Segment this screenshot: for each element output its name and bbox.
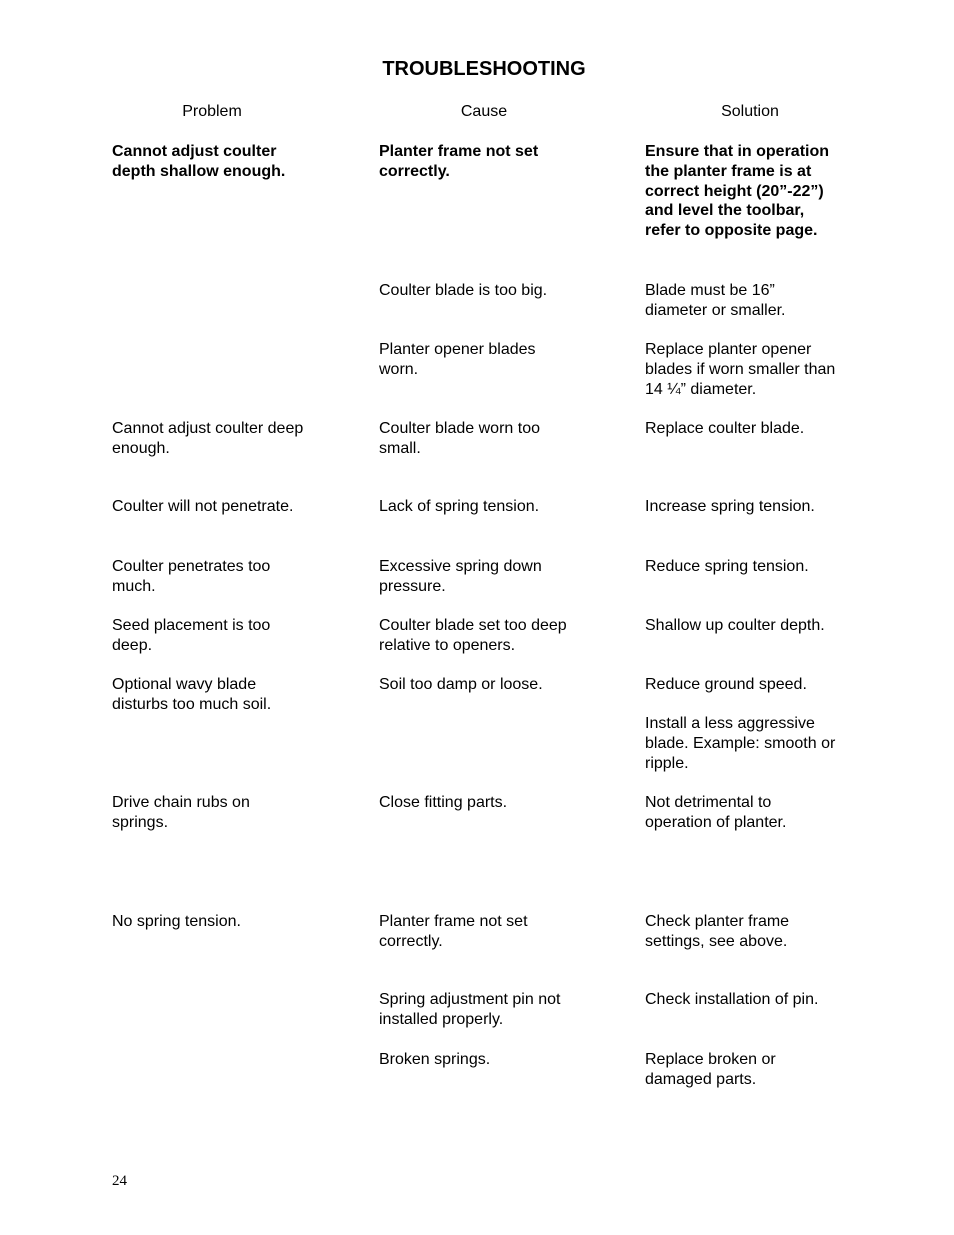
solution-cell: Not detrimental to operation of planter. bbox=[645, 794, 787, 831]
cause-cell: Coulter blade is too big. bbox=[379, 282, 548, 299]
cause-cell: Lack of spring tension. bbox=[379, 498, 540, 515]
cause-cell: Coulter blade worn too small. bbox=[379, 420, 540, 457]
page-title: TROUBLESHOOTING bbox=[382, 58, 586, 80]
problem-cell: Drive chain rubs on springs. bbox=[112, 794, 250, 831]
cause-cell: Planter opener blades worn. bbox=[379, 341, 536, 378]
cause-cell: Planter frame not set correctly. bbox=[379, 913, 528, 950]
problem-cell: Cannot adjust coulter depth shallow enough. bbox=[112, 143, 286, 180]
solution-cell: Replace planter opener blades if worn smaller than 14 ¼” diameter. bbox=[645, 341, 836, 398]
solution-cell: Install a less aggressive blade. Example: smooth or ripple. bbox=[645, 715, 836, 772]
page-number: 24 bbox=[112, 1173, 127, 1189]
solution-cell: Ensure that in operation the planter frame is at correct height (20”-22”) and level the toolbar, refer to opposite page. bbox=[645, 143, 830, 240]
solution-cell: Check planter frame settings, see above. bbox=[645, 913, 790, 950]
header-solution: Solution bbox=[721, 103, 779, 120]
solution-cell: Increase spring tension. bbox=[645, 498, 815, 515]
cause-cell: Planter frame not set correctly. bbox=[379, 143, 539, 180]
solution-cell: Blade must be 16” diameter or smaller. bbox=[645, 282, 786, 319]
solution-cell: Reduce ground speed. bbox=[645, 676, 807, 693]
problem-cell: Seed placement is too deep. bbox=[112, 617, 271, 654]
header-problem: Problem bbox=[182, 103, 242, 120]
cause-cell: Excessive spring down pressure. bbox=[379, 558, 542, 595]
solution-cell: Reduce spring tension. bbox=[645, 558, 809, 575]
cause-cell: Close fitting parts. bbox=[379, 794, 508, 811]
solution-cell: Replace broken or damaged parts. bbox=[645, 1051, 776, 1088]
problem-cell: Optional wavy blade disturbs too much soil. bbox=[112, 676, 272, 713]
solution-cell: Replace coulter blade. bbox=[645, 420, 805, 437]
solution-cell: Check installation of pin. bbox=[645, 991, 819, 1008]
problem-cell: Coulter will not penetrate. bbox=[112, 498, 294, 515]
cause-cell: Soil too damp or loose. bbox=[379, 676, 543, 693]
solution-cell: Shallow up coulter depth. bbox=[645, 617, 825, 634]
problem-cell: Cannot adjust coulter deep enough. bbox=[112, 420, 304, 457]
cause-cell: Coulter blade set too deep relative to openers. bbox=[379, 617, 567, 654]
problem-cell: Coulter penetrates too much. bbox=[112, 558, 271, 595]
cause-cell: Spring adjustment pin not installed properly. bbox=[379, 991, 561, 1028]
problem-cell: No spring tension. bbox=[112, 913, 241, 930]
cause-cell: Broken springs. bbox=[379, 1051, 491, 1068]
header-cause: Cause bbox=[460, 103, 508, 120]
